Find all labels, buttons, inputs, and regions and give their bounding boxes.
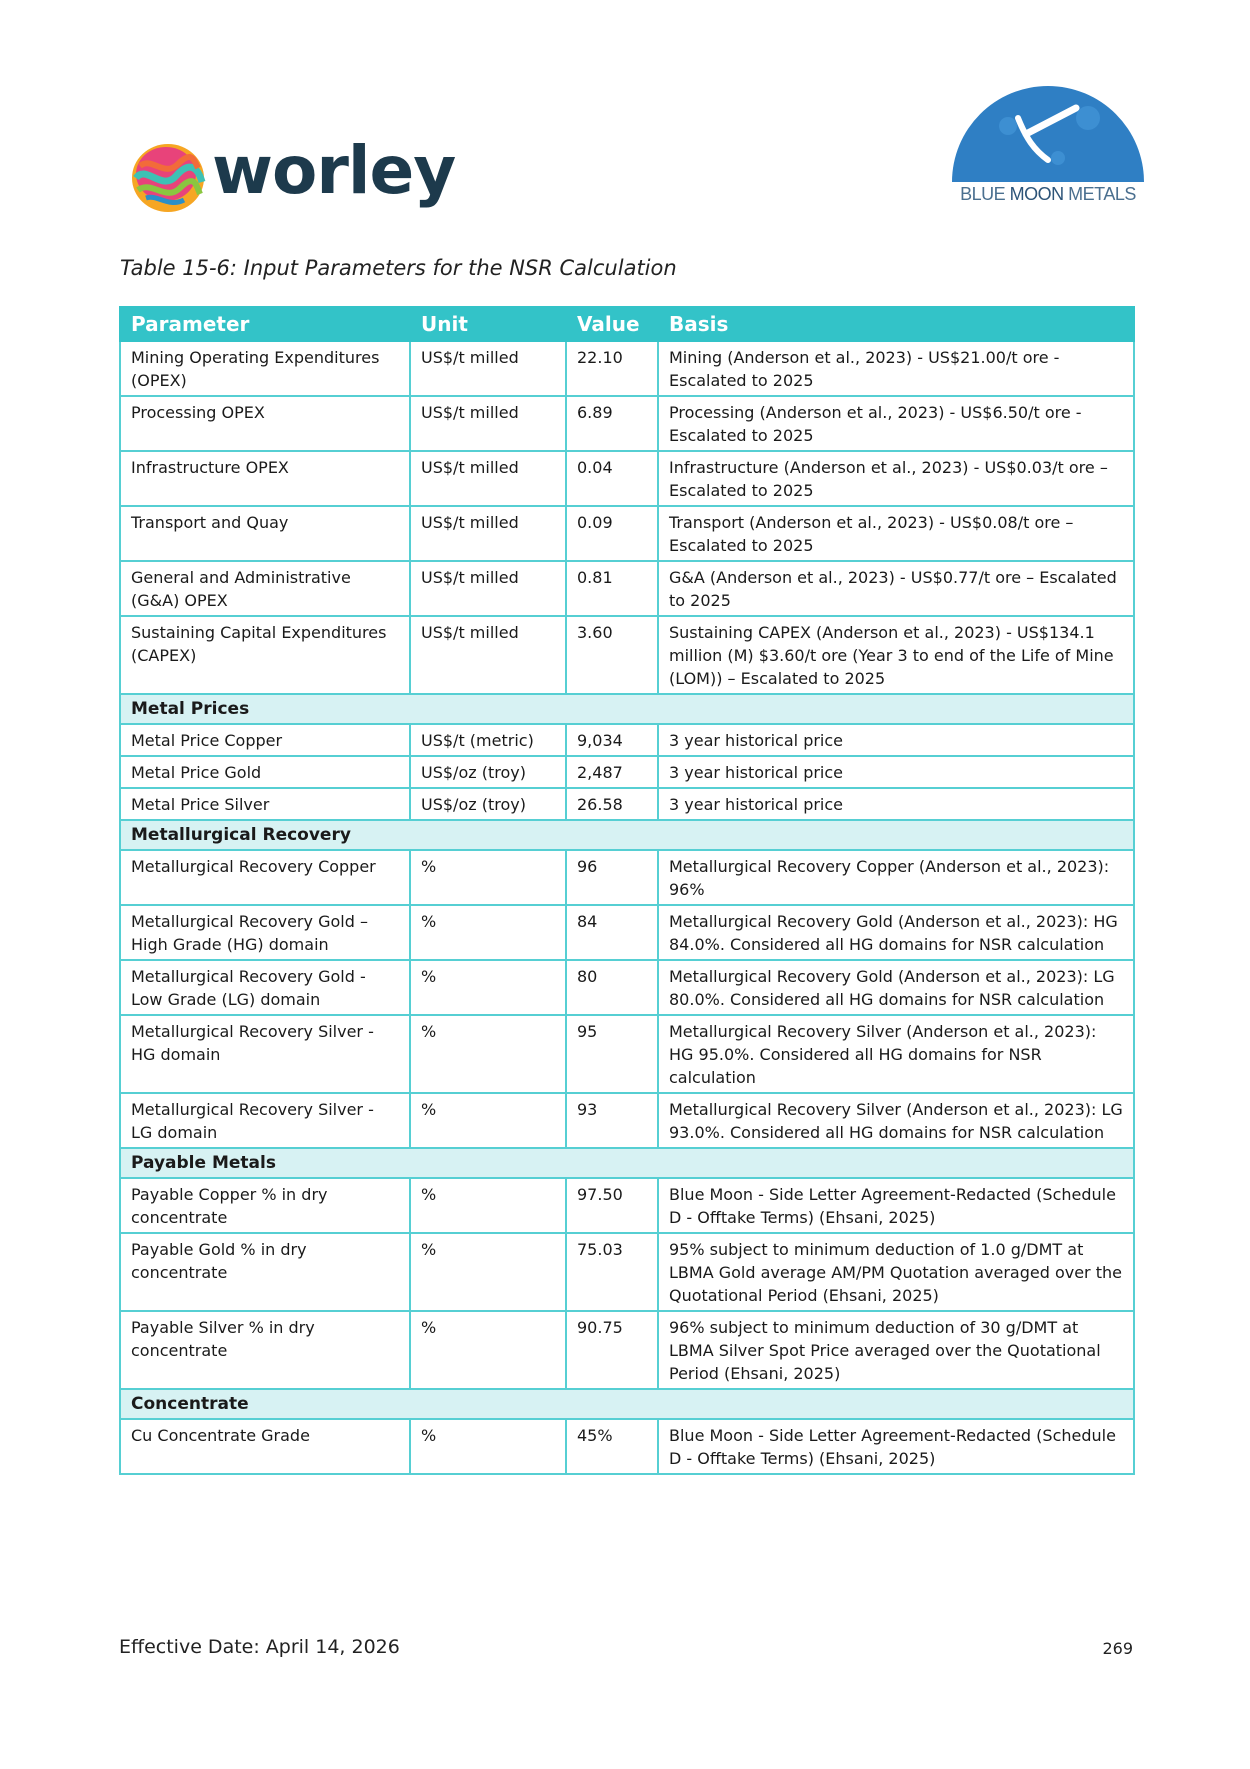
table-row <box>120 616 1134 694</box>
worley-wordmark: worley <box>212 132 456 209</box>
cell-parameter: Metallurgical Recovery Silver - HG domain <box>120 1015 410 1093</box>
cell-value: 75.03 <box>566 1233 658 1311</box>
cell-basis: Metallurgical Recovery Silver (Anderson et al., 2023): LG 93.0%. Considered all HG domains for NSR calculation <box>658 1093 1134 1148</box>
cell-value: 0.81 <box>566 561 658 616</box>
cell-value: 95 <box>566 1015 658 1093</box>
cell-parameter: Metal Price Silver <box>120 788 410 820</box>
cell-basis: 96% subject to minimum deduction of 30 g/DMT at LBMA Silver Spot Price averaged over the Quotational Period (Ehsani, 2025) <box>658 1311 1134 1389</box>
section-label: Metallurgical Recovery <box>120 820 1134 850</box>
cell-parameter: Metal Price Gold <box>120 756 410 788</box>
cell-parameter: Payable Gold % in dry concentrate <box>120 1233 410 1311</box>
moon-pickaxe-icon <box>948 78 1148 184</box>
section-row <box>120 820 1134 850</box>
table-row <box>120 506 1134 561</box>
cell-unit: % <box>410 960 566 1015</box>
cell-value: 26.58 <box>566 788 658 820</box>
section-row <box>120 1389 1134 1419</box>
cell-value: 9,034 <box>566 724 658 756</box>
table-row <box>120 756 1134 788</box>
cell-value: 45% <box>566 1419 658 1474</box>
cell-unit: % <box>410 1015 566 1093</box>
cell-unit: % <box>410 1178 566 1233</box>
table-row <box>120 451 1134 506</box>
cell-parameter: Transport and Quay <box>120 506 410 561</box>
worley-swirl-icon <box>128 138 208 218</box>
table-row <box>120 1419 1134 1474</box>
cell-value: 0.04 <box>566 451 658 506</box>
table-row <box>120 960 1134 1015</box>
table-row <box>120 1311 1134 1389</box>
cell-basis: 3 year historical price <box>658 756 1134 788</box>
table-caption: Table 15-6: Input Parameters for the NSR Calculation <box>120 256 677 280</box>
table-row <box>120 341 1134 396</box>
cell-parameter: General and Administrative (G&A) OPEX <box>120 561 410 616</box>
page-number: 269 <box>1102 1639 1133 1658</box>
cell-basis: Mining (Anderson et al., 2023) - US$21.00/t ore - Escalated to 2025 <box>658 341 1134 396</box>
cell-unit: US$/t milled <box>410 341 566 396</box>
section-label: Metal Prices <box>120 694 1134 724</box>
cell-basis: Metallurgical Recovery Copper (Anderson et al., 2023): 96% <box>658 850 1134 905</box>
table-row <box>120 788 1134 820</box>
cell-value: 3.60 <box>566 616 658 694</box>
cell-basis: G&A (Anderson et al., 2023) - US$0.77/t ore – Escalated to 2025 <box>658 561 1134 616</box>
cell-value: 6.89 <box>566 396 658 451</box>
column-header-parameter: Parameter <box>120 307 410 341</box>
cell-parameter: Processing OPEX <box>120 396 410 451</box>
table-row <box>120 396 1134 451</box>
cell-parameter: Mining Operating Expenditures (OPEX) <box>120 341 410 396</box>
cell-basis: Processing (Anderson et al., 2023) - US$6.50/t ore - Escalated to 2025 <box>658 396 1134 451</box>
cell-unit: US$/t (metric) <box>410 724 566 756</box>
cell-basis: 3 year historical price <box>658 724 1134 756</box>
cell-basis: Blue Moon - Side Letter Agreement-Redacted (Schedule D - Offtake Terms) (Ehsani, 2025) <box>658 1419 1134 1474</box>
column-header-basis: Basis <box>658 307 1134 341</box>
cell-parameter: Metallurgical Recovery Copper <box>120 850 410 905</box>
cell-parameter: Sustaining Capital Expenditures (CAPEX) <box>120 616 410 694</box>
cell-unit: % <box>410 1311 566 1389</box>
cell-value: 93 <box>566 1093 658 1148</box>
cell-unit: % <box>410 905 566 960</box>
cell-unit: US$/t milled <box>410 506 566 561</box>
cell-unit: US$/t milled <box>410 616 566 694</box>
cell-value: 2,487 <box>566 756 658 788</box>
table-body <box>120 341 1134 1474</box>
cell-parameter: Payable Copper % in dry concentrate <box>120 1178 410 1233</box>
cell-unit: % <box>410 1419 566 1474</box>
cell-parameter: Metallurgical Recovery Gold - Low Grade (LG) domain <box>120 960 410 1015</box>
cell-unit: US$/t milled <box>410 396 566 451</box>
cell-parameter: Infrastructure OPEX <box>120 451 410 506</box>
section-row <box>120 694 1134 724</box>
cell-basis: 95% subject to minimum deduction of 1.0 g/DMT at LBMA Gold average AM/PM Quotation averaged over the Quotational Period (Ehsani, 2025) <box>658 1233 1134 1311</box>
cell-basis: Blue Moon - Side Letter Agreement-Redacted (Schedule D - Offtake Terms) (Ehsani, 2025) <box>658 1178 1134 1233</box>
table-row <box>120 1093 1134 1148</box>
cell-unit: % <box>410 1093 566 1148</box>
cell-parameter: Metallurgical Recovery Gold – High Grade (HG) domain <box>120 905 410 960</box>
table-row <box>120 1178 1134 1233</box>
cell-unit: US$/t milled <box>410 561 566 616</box>
cell-basis: Sustaining CAPEX (Anderson et al., 2023) - US$134.1 million (M) $3.60/t ore (Year 3 to end of the Life of Mine (LOM)) – Escalated to 2025 <box>658 616 1134 694</box>
cell-parameter: Cu Concentrate Grade <box>120 1419 410 1474</box>
column-header-unit: Unit <box>410 307 566 341</box>
table-row <box>120 724 1134 756</box>
column-header-value: Value <box>566 307 658 341</box>
cell-value: 84 <box>566 905 658 960</box>
cell-basis: Infrastructure (Anderson et al., 2023) - US$0.03/t ore – Escalated to 2025 <box>658 451 1134 506</box>
effective-date: Effective Date: April 14, 2026 <box>119 1636 400 1658</box>
table-row <box>120 1015 1134 1093</box>
cell-unit: % <box>410 1233 566 1311</box>
section-row <box>120 1148 1134 1178</box>
cell-unit: US$/oz (troy) <box>410 756 566 788</box>
table-row <box>120 561 1134 616</box>
cell-parameter: Metal Price Copper <box>120 724 410 756</box>
table-header-row <box>120 307 1134 341</box>
cell-value: 90.75 <box>566 1311 658 1389</box>
cell-unit: US$/oz (troy) <box>410 788 566 820</box>
cell-value: 22.10 <box>566 341 658 396</box>
cell-basis: Transport (Anderson et al., 2023) - US$0.08/t ore – Escalated to 2025 <box>658 506 1134 561</box>
cell-unit: % <box>410 850 566 905</box>
blue-moon-metals-wordmark: BLUE MOON METALS <box>960 184 1136 204</box>
cell-value: 80 <box>566 960 658 1015</box>
table-row <box>120 905 1134 960</box>
cell-basis: Metallurgical Recovery Gold (Anderson et al., 2023): HG 84.0%. Considered all HG domains for NSR calculation <box>658 905 1134 960</box>
cell-basis: 3 year historical price <box>658 788 1134 820</box>
blue-moon-metals-logo <box>948 78 1148 208</box>
cell-unit: US$/t milled <box>410 451 566 506</box>
cell-value: 0.09 <box>566 506 658 561</box>
section-label: Payable Metals <box>120 1148 1134 1178</box>
table-row <box>120 1233 1134 1311</box>
cell-parameter: Payable Silver % in dry concentrate <box>120 1311 410 1389</box>
cell-parameter: Metallurgical Recovery Silver - LG domain <box>120 1093 410 1148</box>
cell-value: 97.50 <box>566 1178 658 1233</box>
cell-value: 96 <box>566 850 658 905</box>
section-label: Concentrate <box>120 1389 1134 1419</box>
cell-basis: Metallurgical Recovery Silver (Anderson et al., 2023): HG 95.0%. Considered all HG domains for NSR calculation <box>658 1015 1134 1093</box>
nsr-input-parameters-table <box>119 306 1135 1475</box>
worley-logo <box>128 132 468 228</box>
cell-basis: Metallurgical Recovery Gold (Anderson et al., 2023): LG 80.0%. Considered all HG domains for NSR calculation <box>658 960 1134 1015</box>
table-row <box>120 850 1134 905</box>
